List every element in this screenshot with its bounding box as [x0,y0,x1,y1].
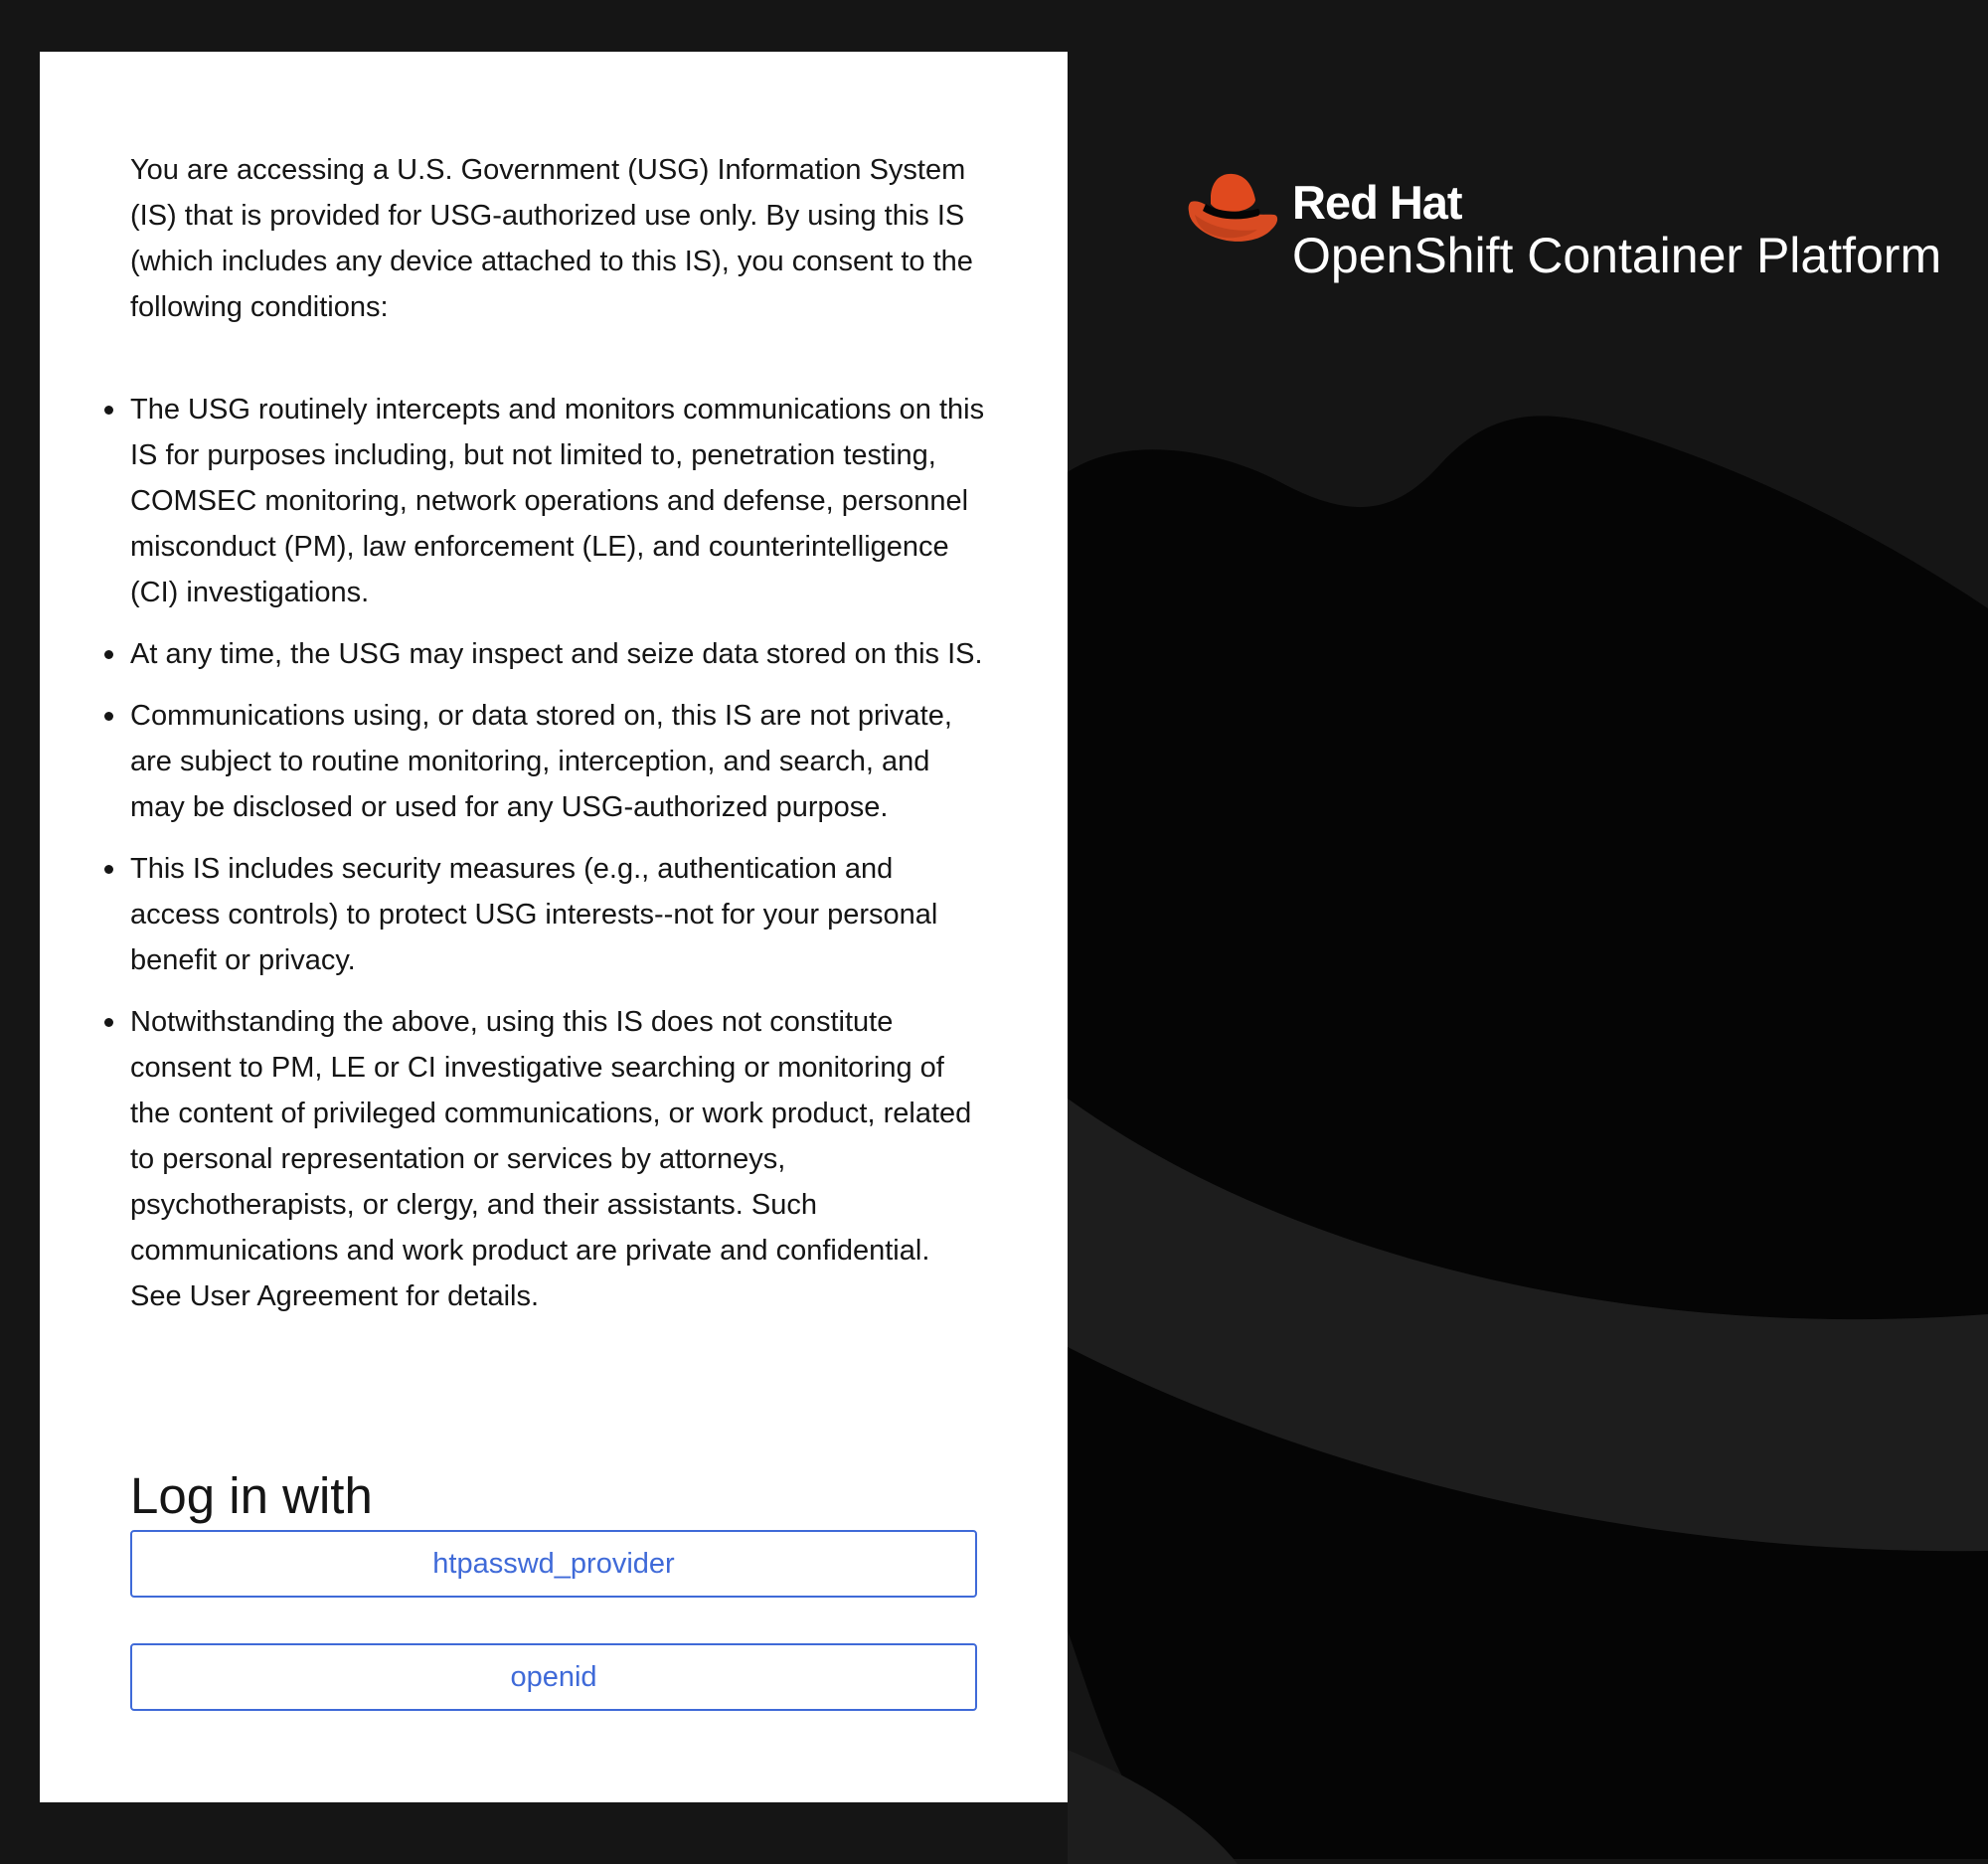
security-conditions-list [130,387,985,1335]
login-card [40,52,1068,1802]
security-banner-intro: You are accessing a U.S. Government (USG) Information System (IS) that is provided for USG-authorized use only. By using this IS (which includes any device attached to this IS), you consent to the following conditions: [130,154,973,323]
openid-provider-button[interactable]: openid [130,1643,977,1711]
red-hat-fedora-icon [1186,169,1279,245]
security-condition-item: Notwithstanding the above, using this IS does not constitute consent to PM, LE or CI investigative searching or monitoring of the content of privileged communications, or work product, related to personal representation or services by attorneys, psychotherapists, or clergy, and their assistants. Such communications and work product are private and confidential. See User Agreement for details. [130,999,985,1319]
login-heading: Log in with [130,1467,373,1524]
brand-company-name: Red Hat [1292,176,1462,229]
security-condition-item: Communications using, or data stored on, this IS are not private, are subject to routine monitoring, interception, and search, and may be disclosed or used for any USG-authorized purpose. [130,693,985,830]
security-condition-item: At any time, the USG may inspect and seize data stored on this IS. [130,631,985,677]
product-brand [1186,169,1961,298]
brand-product-name: OpenShift Container Platform [1292,228,1942,283]
security-condition-item: The USG routinely intercepts and monitors communications on this IS for purposes including, but not limited to, penetration testing, COMSEC monitoring, network operations and defense, personnel misconduct (PM), law enforcement (LE), and counterintelligence (CI) investigations. [130,387,985,615]
security-condition-item: This IS includes security measures (e.g., authentication and access controls) to protect USG interests--not for your personal benefit or privacy. [130,846,985,983]
htpasswd-provider-button[interactable]: htpasswd_provider [130,1530,977,1598]
